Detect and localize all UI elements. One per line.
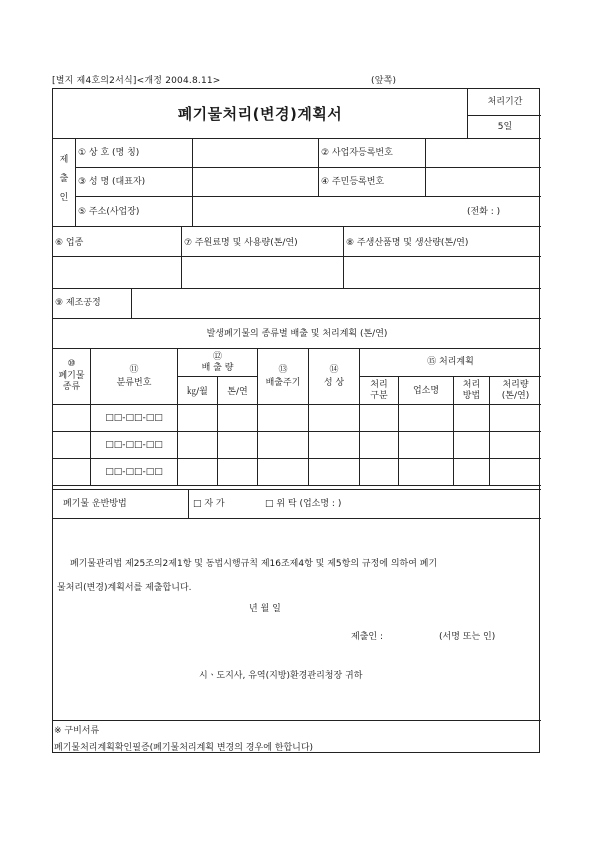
waste-code-field[interactable]: □□-□□-□□	[105, 467, 163, 477]
form-number: [별지 제4호의2서식]<개정 2004.8.11>	[52, 76, 221, 86]
company-name-label: ① 상 호 (명 칭)	[78, 148, 140, 158]
processing-period-value-cell	[467, 116, 541, 138]
col-emission-kg-month: ㎏/월	[187, 387, 208, 397]
table-row[interactable]	[53, 459, 541, 485]
col-waste-type-label: 종류	[62, 382, 81, 392]
processing-period-label-cell	[467, 89, 541, 116]
declaration-line-1: 폐기물관리법 제25조의2제1항 및 동법시행규칙 제16조제4항 및 제5항의 규정에 의하여 폐기	[70, 559, 438, 569]
address-label: ⑤ 주소(사업장)	[78, 207, 140, 217]
col-emission-ton-year: 톤/연	[227, 387, 248, 397]
industry-label: ⑥ 업종	[55, 238, 84, 248]
processing-period-value: 5일	[497, 122, 513, 132]
signature-label: (서명 또는 인)	[439, 632, 496, 642]
col-waste-type-label: 폐기물	[58, 371, 85, 381]
col-emission-number: ⑫	[212, 352, 222, 362]
addressee: 시ㆍ도지사, 유역(지방)환경관리청장 귀하	[199, 671, 363, 681]
revision-note: <개정 2004.8.11>	[136, 76, 221, 86]
waste-code-field[interactable]: □□-□□-□□	[105, 440, 163, 450]
representative-label: ③ 성 명 (대표자)	[78, 177, 146, 187]
col-treatment-type: 구분	[370, 391, 388, 401]
col-treatment-amount: 처리량	[502, 380, 529, 390]
business-number-field[interactable]	[426, 140, 540, 166]
transport-label: 폐기물 운반방법	[63, 499, 127, 509]
col-treatment-type: 처리	[370, 380, 388, 390]
page-side: (앞쪽)	[371, 76, 397, 86]
raw-materials-label: ⑦ 주원료명 및 사용량(톤/연)	[184, 238, 298, 248]
process-label: ⑨ 제조공정	[55, 298, 101, 308]
col-property-label: 성 상	[323, 378, 345, 388]
raw-materials-field[interactable]	[183, 258, 342, 287]
processing-period-label: 처리기간	[487, 97, 523, 107]
transport-consign-checkbox[interactable]: □ 위 탁 (업소명 : )	[265, 499, 342, 509]
applicant-group-char: 인	[59, 193, 69, 203]
industry-field[interactable]	[54, 258, 180, 287]
col-cycle-label: 배출주기	[265, 378, 301, 388]
phone-label: (전화 : )	[467, 207, 501, 217]
page-title: 폐기물처리(변경)계획서	[177, 105, 343, 123]
col-treatment-amount: (톤/연)	[501, 391, 530, 401]
applicant-group-char: 제	[59, 155, 69, 165]
resident-number-field[interactable]	[426, 169, 540, 195]
col-code-number: ⑪	[129, 365, 139, 375]
attachments-item: 폐기물처리계획확인필증(폐기물처리계획 변경의 경우에 한합니다)	[54, 743, 314, 753]
col-treatment-method: 처리	[462, 380, 481, 390]
col-waste-type-number: ⑩	[67, 359, 76, 369]
main-products-label: ⑧ 주생산품명 및 생산량(톤/연)	[346, 238, 469, 248]
main-products-field[interactable]	[345, 258, 540, 287]
submitter-label: 제출인 :	[351, 632, 383, 642]
table-row[interactable]	[53, 405, 541, 431]
applicant-group-char: 출	[59, 174, 69, 184]
col-treatment-plan-label: ⑮ 처리계획	[427, 357, 474, 367]
process-field[interactable]	[133, 290, 540, 317]
date-line: 년 월 일	[249, 604, 281, 614]
col-code-label: 분류번호	[116, 378, 152, 388]
col-treatment-method: 방법	[462, 391, 481, 401]
col-property-number: ⑭	[329, 365, 339, 375]
resident-number-label: ④ 주민등록번호	[321, 177, 385, 187]
representative-field[interactable]	[193, 169, 317, 195]
col-cycle-number: ⑬	[278, 365, 288, 375]
declaration-line-2: 물처리(변경)계획서를 제출합니다.	[57, 583, 192, 593]
waste-plan-form	[52, 88, 540, 753]
col-emission-label: 배 출 량	[201, 363, 234, 373]
waste-table-caption: 발생폐기물의 종류별 배출 및 처리계획 (톤/연)	[206, 329, 388, 339]
transport-self-checkbox[interactable]: □ 자 가	[193, 499, 225, 509]
col-company-name: 업소명	[412, 386, 440, 396]
waste-code-field[interactable]: □□-□□-□□	[105, 413, 163, 423]
table-row[interactable]	[53, 432, 541, 458]
business-number-label: ② 사업자등록번호	[321, 148, 393, 158]
attachments-title: ※ 구비서류	[54, 726, 100, 736]
company-name-field[interactable]	[193, 140, 317, 166]
